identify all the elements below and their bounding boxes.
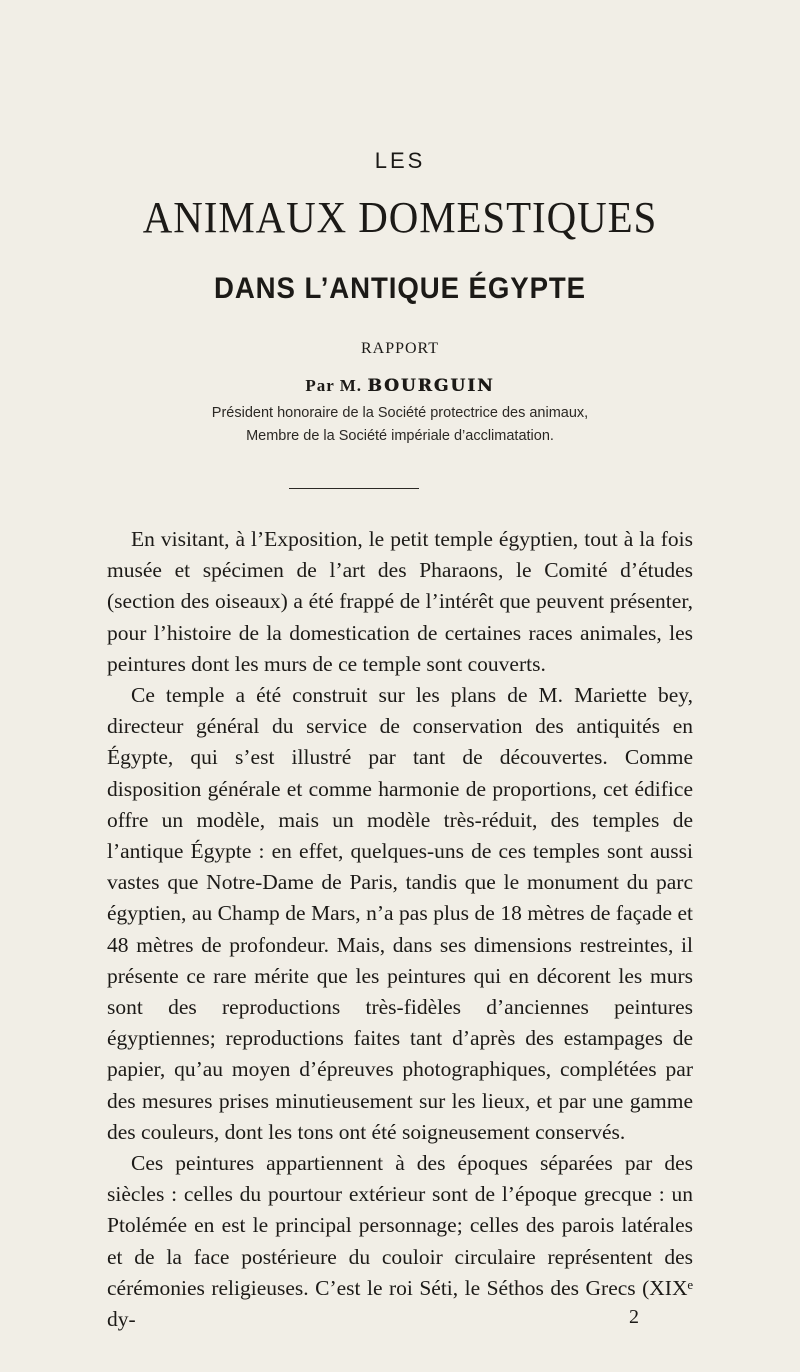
pretitle: LES [374,148,426,173]
author-affiliation-2: Membre de la Société impériale d’acclimatation. [246,428,554,444]
paragraph: Ce temple a été construit sur les plans de M. Mariette bey, directeur général du service de conservation des antiquités en Égypte, qui s’est illustré par tant de découvertes. Comme disposition générale et comme harmonie de proportions, cet édifice offre un modèle, mais un modèle très-réduit, des temples de l’antique Égypte : en effet, quelques-uns de ces temples sont aussi vastes que Notre-Dame de Paris, tandis que le monument du parc égyptien, au Champ de Mars, n’a pas plus de 18 mètres de façade et 48 mètres de profondeur. Mais, dans ses dimensions restreintes, il présente ce rare mérite que les peintures qui en décorent les murs sont des reproductions très-fidèles d’anciennes peintures égyptiennes; reproductions faites tant d’après des estampages de papier, qu’au moyen d’épreuves photographiques, complétées par des mesures prises minutieusement sur les lieux, et par une gamme des couleurs, dont les tons ont été soigneusement conservés. [107,683,693,1144]
document-title: ANIMAUX DOMESTIQUES [142,193,658,242]
separator-rule [289,488,419,489]
author-line [0,376,800,396]
document-subtitle: DANS L’ANTIQUE ÉGYPTE [213,272,587,305]
paragraph: En visitant, à l’Exposition, le petit temple égyptien, tout à la fois musée et spécimen de l’art des Pharaons, le Comité d’études (section des oiseaux) a été frappé de l’intérêt que peuvent présenter, pour l’histoire de la domestication de certaines races animales, les peintures dont les murs de ce temple sont couverts. [107,527,693,676]
author-prefix: Par M. [305,376,363,395]
page-number: 2 [629,1306,639,1328]
author-name: BOURGUIN [367,376,495,396]
report-label: RAPPORT [360,340,440,357]
author-affiliation-1: Président honoraire de la Société protectrice des animaux, [211,405,589,421]
body-text [107,524,693,1335]
paragraph: Ces peintures appartiennent à des époques séparées par des siècles : celles du pourtour extérieur sont de l’époque grecque : un Ptolémée en est le principal personnage; celles des parois latérales et de la face postérieure du couloir circulaire représentent des cérémonies religieuses. C’est le roi Séti, le Séthos des Grecs (XIXᵉ dy- [107,1151,693,1332]
